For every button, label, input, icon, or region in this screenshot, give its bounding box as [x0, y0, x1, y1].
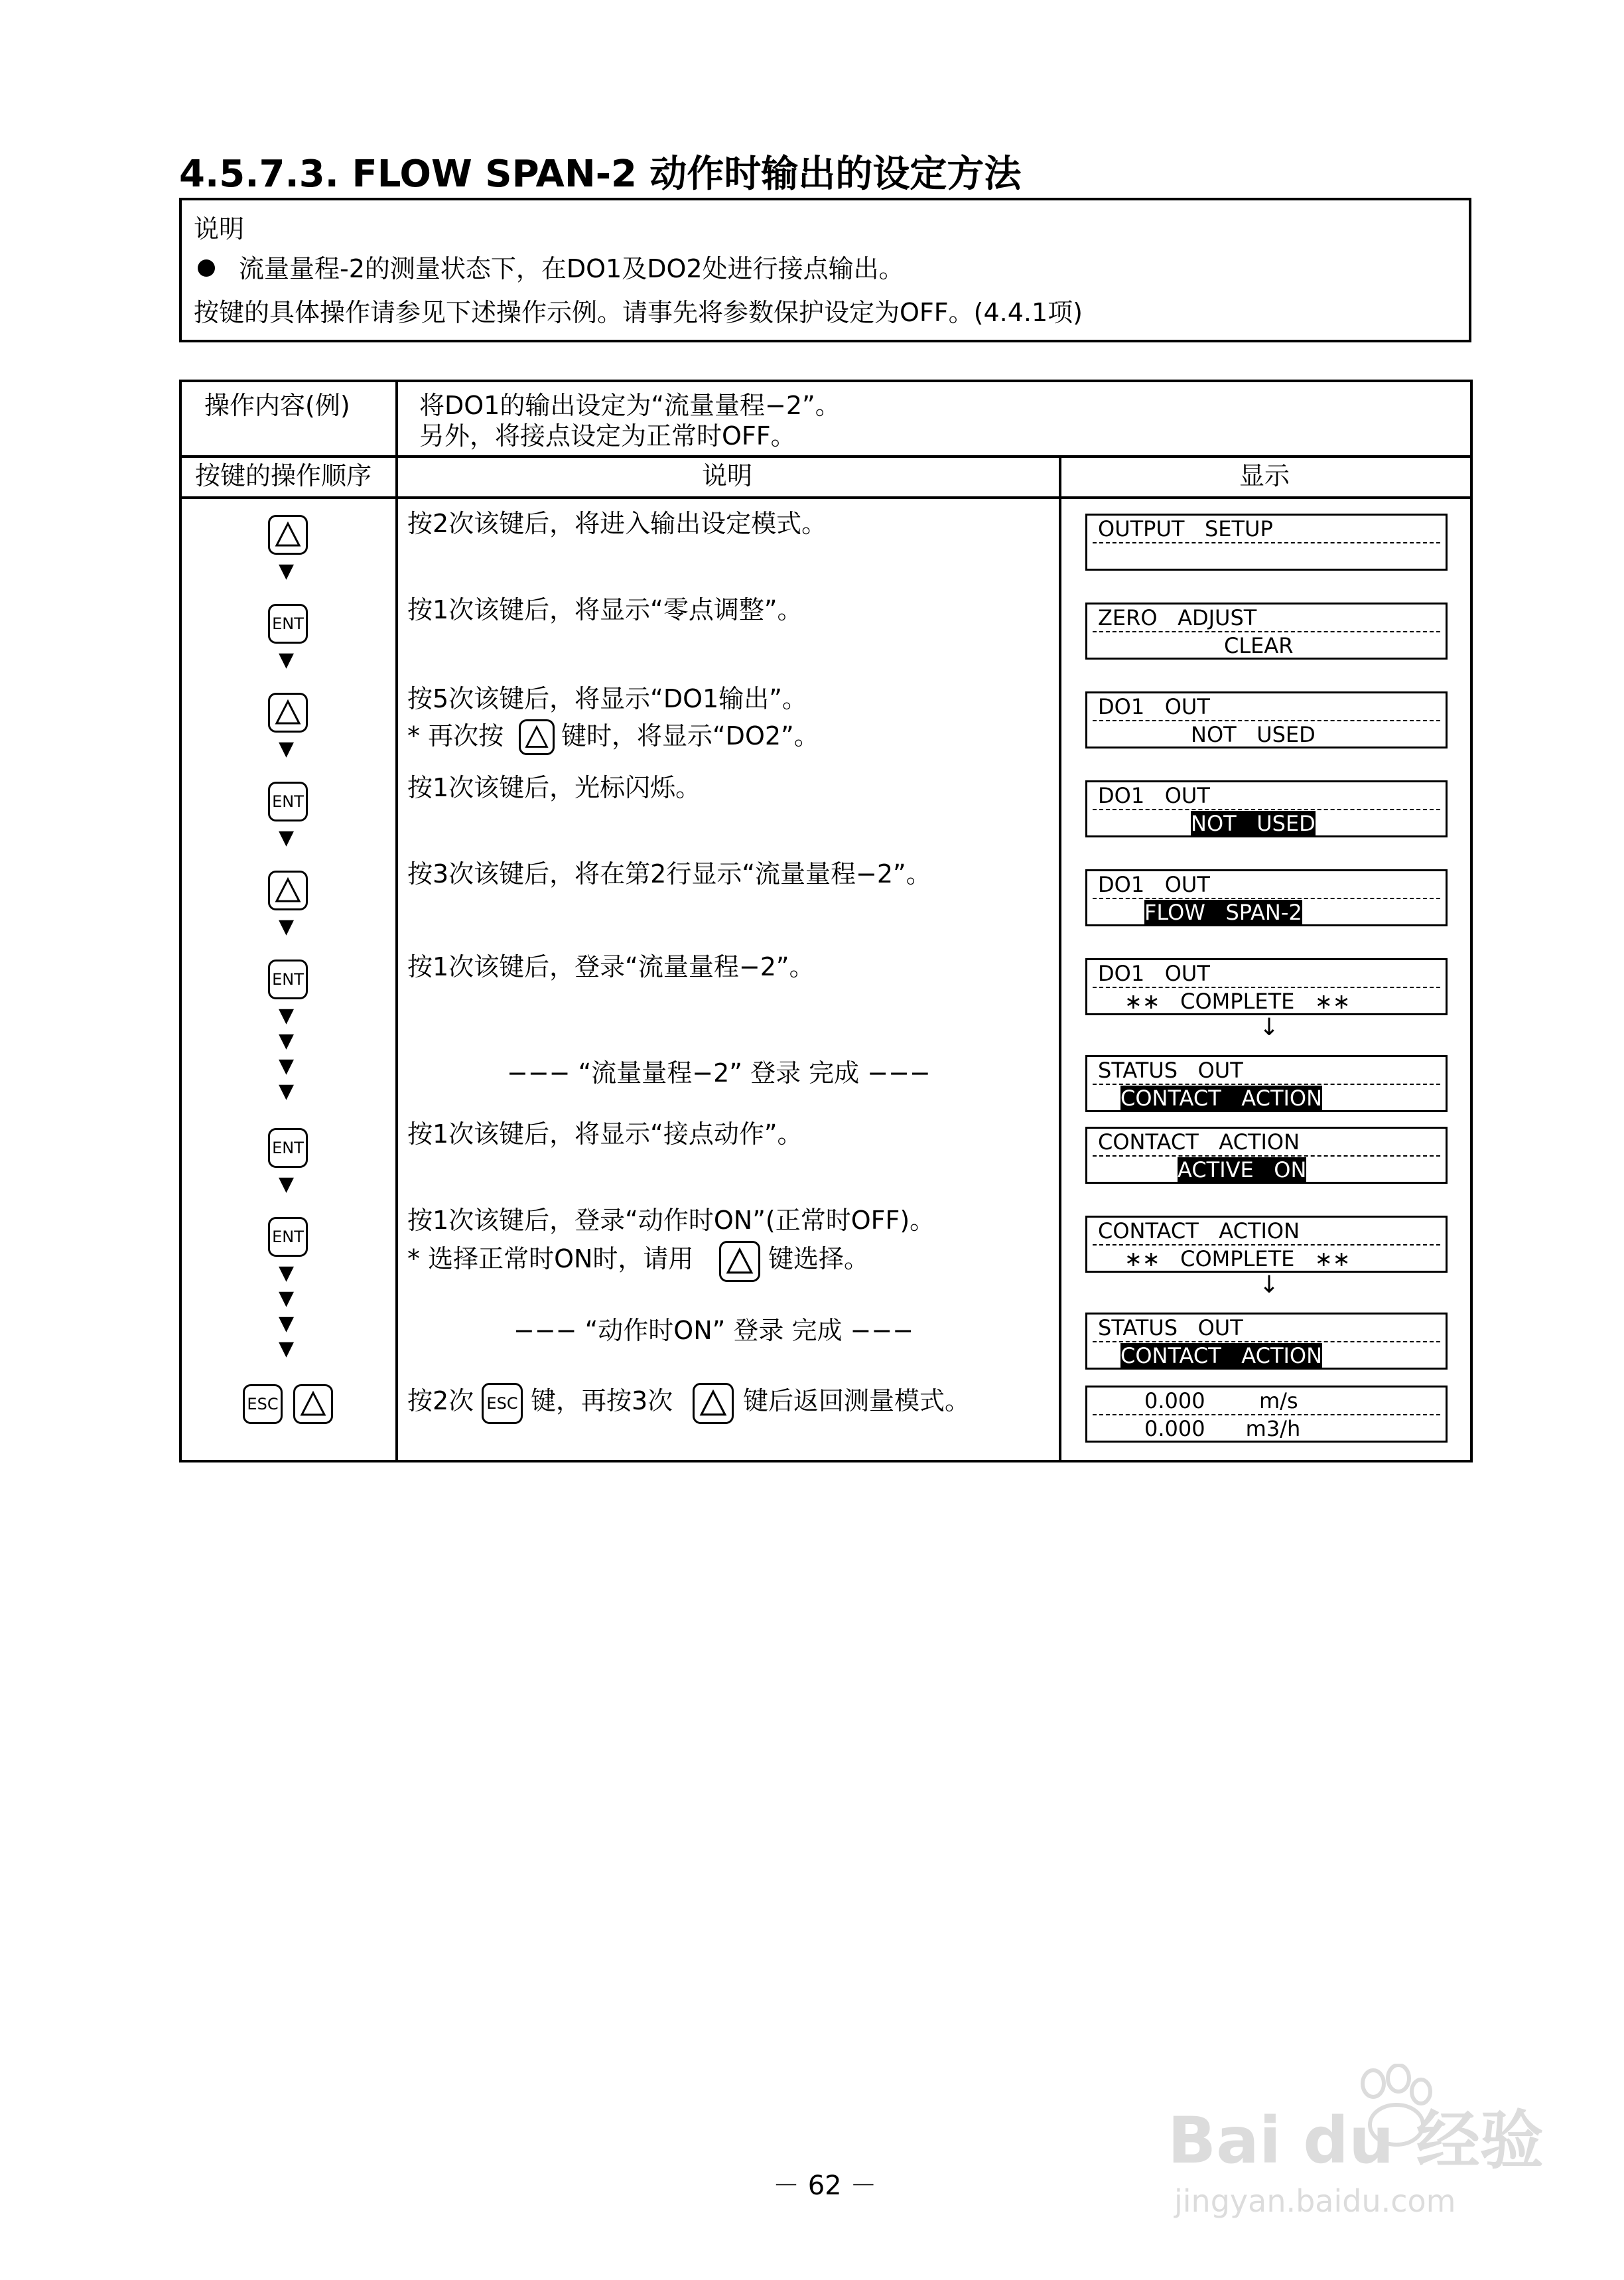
note-text: 按键的具体操作请参见下述操作示例。请事先将参数保护设定为OFF。(4.4.1项)	[194, 298, 1083, 327]
op-line-2: 另外，将接点设定为正常时OFF。	[419, 421, 796, 451]
up-key	[268, 515, 308, 555]
lcd-display: DO1 OUT NOT USED	[1085, 691, 1448, 748]
step-desc: 键，再按3次	[531, 1386, 673, 1415]
lcd-display: STATUS OUT CONTACT ACTION	[1085, 1313, 1448, 1370]
ent-key: ENT	[268, 782, 308, 821]
step-desc: 按2次该键后，将进入输出设定模式。	[407, 509, 827, 538]
arrow-down-icon: ▼	[279, 1173, 295, 1196]
step-desc: 按3次该键后，将在第2行显示“流量量程−2”。	[407, 859, 931, 889]
step-desc: 键后返回测量模式。	[743, 1386, 971, 1415]
arrow-down-icon: ▼	[279, 1312, 295, 1335]
lcd-display: DO1 OUT NOT USED	[1085, 780, 1448, 837]
divider	[182, 455, 1470, 458]
page-number: － 62 －	[773, 2171, 877, 2201]
arrow-down-icon: ▼	[279, 1080, 295, 1103]
arrow-down-icon: ▼	[279, 1004, 295, 1027]
lcd-display: OUTPUT SETUP	[1085, 514, 1448, 571]
op-label: 操作内容(例)	[204, 391, 350, 420]
op-line-1: 将DO1的输出设定为“流量量程−2”。	[419, 391, 841, 420]
note-bullet: 流量量程-2的测量状态下，在DO1及DO2处进行接点输出。	[198, 248, 904, 285]
arrow-down-icon: ↓	[1259, 1271, 1280, 1299]
divider	[395, 382, 398, 1460]
watermark-url: jingyan.baidu.com	[1174, 2183, 1456, 2219]
step-subnote: * 再次按	[407, 721, 504, 750]
arrow-down-icon: ▼	[279, 1029, 295, 1052]
procedure-table	[179, 380, 1473, 1462]
up-key	[293, 1384, 333, 1424]
lcd-display: ZERO ADJUST CLEAR	[1085, 603, 1448, 660]
ent-key: ENT	[268, 960, 308, 999]
arrow-down-icon: ↓	[1259, 1014, 1280, 1041]
step-subnote-end: 键时，将显示“DO2”。	[561, 721, 819, 750]
lcd-display: DO1 OUT FLOW SPAN-2	[1085, 869, 1448, 926]
arrow-down-icon: ▼	[279, 1261, 295, 1285]
esc-key: ESC	[482, 1383, 523, 1424]
note-box	[179, 198, 1471, 342]
step-subnote-end: 键选择。	[768, 1244, 870, 1273]
lcd-display: CONTACT ACTION ACTIVE ON	[1085, 1127, 1448, 1184]
step-desc: 按1次该键后，登录“流量量程−2”。	[407, 952, 815, 981]
up-key	[268, 871, 308, 910]
lcd-display: CONTACT ACTION ∗∗ COMPLETE ∗∗	[1085, 1216, 1448, 1273]
arrow-down-icon: ▼	[279, 826, 295, 849]
watermark-brand: Bai du 经验	[1168, 2103, 1544, 2178]
step-desc: 按5次该键后，将显示“DO1输出”。	[407, 684, 807, 713]
up-key	[268, 693, 308, 733]
up-key	[693, 1383, 734, 1424]
arrow-down-icon: ▼	[279, 648, 295, 672]
page-title: 4.5.7.3. FLOW SPAN-2 动作时输出的设定方法	[179, 153, 1022, 196]
lcd-display: 0.000 m/s 0.000 m3/h	[1085, 1386, 1448, 1443]
col-header-desc: 说明	[702, 461, 753, 490]
col-header-keys: 按键的操作顺序	[195, 461, 372, 490]
col-header-display: 显示	[1239, 461, 1290, 490]
ent-key: ENT	[268, 604, 308, 644]
arrow-down-icon: ▼	[279, 1054, 295, 1078]
up-key	[719, 1241, 760, 1282]
step-complete: −−− “动作时ON” 登录 完成 −−−	[513, 1316, 914, 1345]
divider	[1059, 455, 1061, 1460]
arrow-down-icon: ▼	[279, 737, 295, 760]
step-desc: 按1次该键后，光标闪烁。	[407, 773, 701, 802]
lcd-display: STATUS OUT CONTACT ACTION	[1085, 1055, 1448, 1112]
arrow-down-icon: ▼	[279, 1337, 295, 1360]
step-desc: 按1次该键后，将显示“零点调整”。	[407, 595, 803, 624]
step-subnote: * 选择正常时ON时，请用	[407, 1244, 694, 1273]
arrow-down-icon: ▼	[279, 915, 295, 938]
note-header: 说明	[194, 214, 245, 244]
lcd-display: DO1 OUT ∗∗ COMPLETE ∗∗	[1085, 958, 1448, 1015]
step-complete: −−− “流量量程−2” 登录 完成 −−−	[507, 1058, 931, 1088]
up-key	[519, 719, 555, 755]
bullet-icon	[198, 259, 215, 277]
step-desc: 按2次	[407, 1386, 474, 1415]
arrow-down-icon: ▼	[279, 559, 295, 583]
ent-key: ENT	[268, 1128, 308, 1168]
arrow-down-icon: ▼	[279, 1287, 295, 1310]
step-desc: 按1次该键后，将显示“接点动作”。	[407, 1119, 803, 1149]
step-desc: 按1次该键后，登录“动作时ON”(正常时OFF)。	[407, 1206, 935, 1235]
divider	[182, 496, 1470, 499]
esc-key: ESC	[243, 1384, 283, 1424]
ent-key: ENT	[268, 1217, 308, 1257]
